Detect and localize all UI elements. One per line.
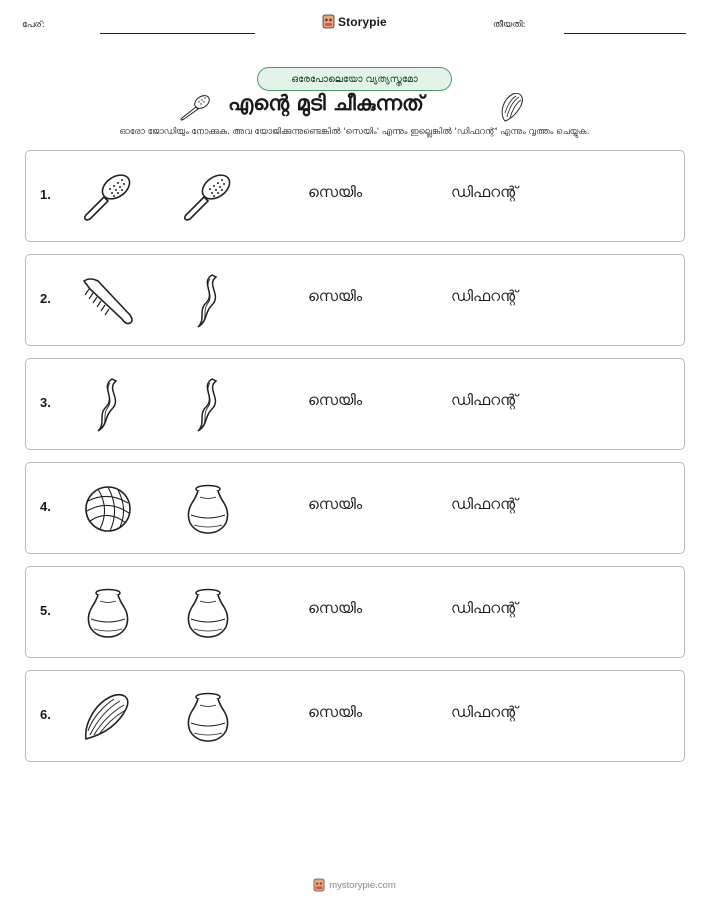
brand-logo [322, 14, 387, 29]
jar-icon [180, 481, 236, 537]
worksheet-type-badge: ഒരേപോലെയോ വ്യത്യസ്തമോ [257, 67, 452, 91]
name-line[interactable] [100, 33, 255, 34]
different-option[interactable]: ഡിഫറന്റ് [451, 287, 518, 305]
instructions: ഓരോ ജോഡിയും നോക്കുക. അവ യോജിക്കുന്നുണ്ടെങ്കിൽ 'സെയിം' എന്നും ഇല്ലെങ്കിൽ 'ഡിഫറന്റ്' എന്നും വൃത്തം ചെയ്യുക. [119, 127, 590, 137]
row-number: 5. [40, 603, 51, 618]
comb-icon [80, 273, 136, 329]
pair-row [25, 254, 685, 346]
hair-lock-icon [80, 689, 136, 745]
brush-icon [80, 169, 136, 225]
pair-rows [25, 150, 685, 774]
same-option[interactable]: സെയിം [308, 183, 363, 201]
row-number: 3. [40, 395, 51, 410]
same-option[interactable]: സെയിം [308, 599, 363, 617]
brand-name: Storypie [338, 14, 387, 29]
row-number: 6. [40, 707, 51, 722]
jar-icon [80, 585, 136, 641]
different-option[interactable]: ഡിഫറന്റ് [451, 183, 518, 201]
footer-url[interactable]: mystorypie.com [329, 879, 396, 891]
same-option[interactable]: സെയിം [308, 703, 363, 721]
worksheet-header [0, 14, 709, 38]
different-option[interactable]: ഡിഫറന്റ് [451, 703, 518, 721]
same-option[interactable]: സെയിം [308, 287, 363, 305]
same-option[interactable]: സെയിം [308, 495, 363, 513]
date-label: തീയതി: [493, 20, 526, 30]
name-label: പേര്: [22, 20, 45, 30]
pair-row [25, 150, 685, 242]
pair-row [25, 358, 685, 450]
jar-icon [180, 689, 236, 745]
date-line[interactable] [564, 33, 686, 34]
title-row [0, 89, 709, 125]
footer [0, 878, 709, 892]
different-option[interactable]: ഡിഫറന്റ് [451, 391, 518, 409]
different-option[interactable]: ഡിഫറന്റ് [451, 495, 518, 513]
hair-strand-icon [180, 377, 236, 433]
pair-row [25, 566, 685, 658]
same-option[interactable]: സെയിം [308, 391, 363, 409]
hair-lock-icon [497, 91, 527, 123]
yarn-ball-icon [80, 481, 136, 537]
row-number: 1. [40, 187, 51, 202]
row-number: 4. [40, 499, 51, 514]
hair-strand-icon [180, 273, 236, 329]
jar-icon [180, 585, 236, 641]
brush-icon [180, 169, 236, 225]
hairbrush-icon [178, 93, 212, 121]
different-option[interactable]: ഡിഫറന്റ് [451, 599, 518, 617]
row-number: 2. [40, 291, 51, 306]
pair-row [25, 462, 685, 554]
page-title: എന്റെ മുടി ചീകുന്നത് [228, 91, 424, 115]
hair-strand-icon [80, 377, 136, 433]
pair-row [25, 670, 685, 762]
storypie-mascot-icon [313, 878, 325, 892]
storypie-mascot-icon [322, 14, 335, 29]
